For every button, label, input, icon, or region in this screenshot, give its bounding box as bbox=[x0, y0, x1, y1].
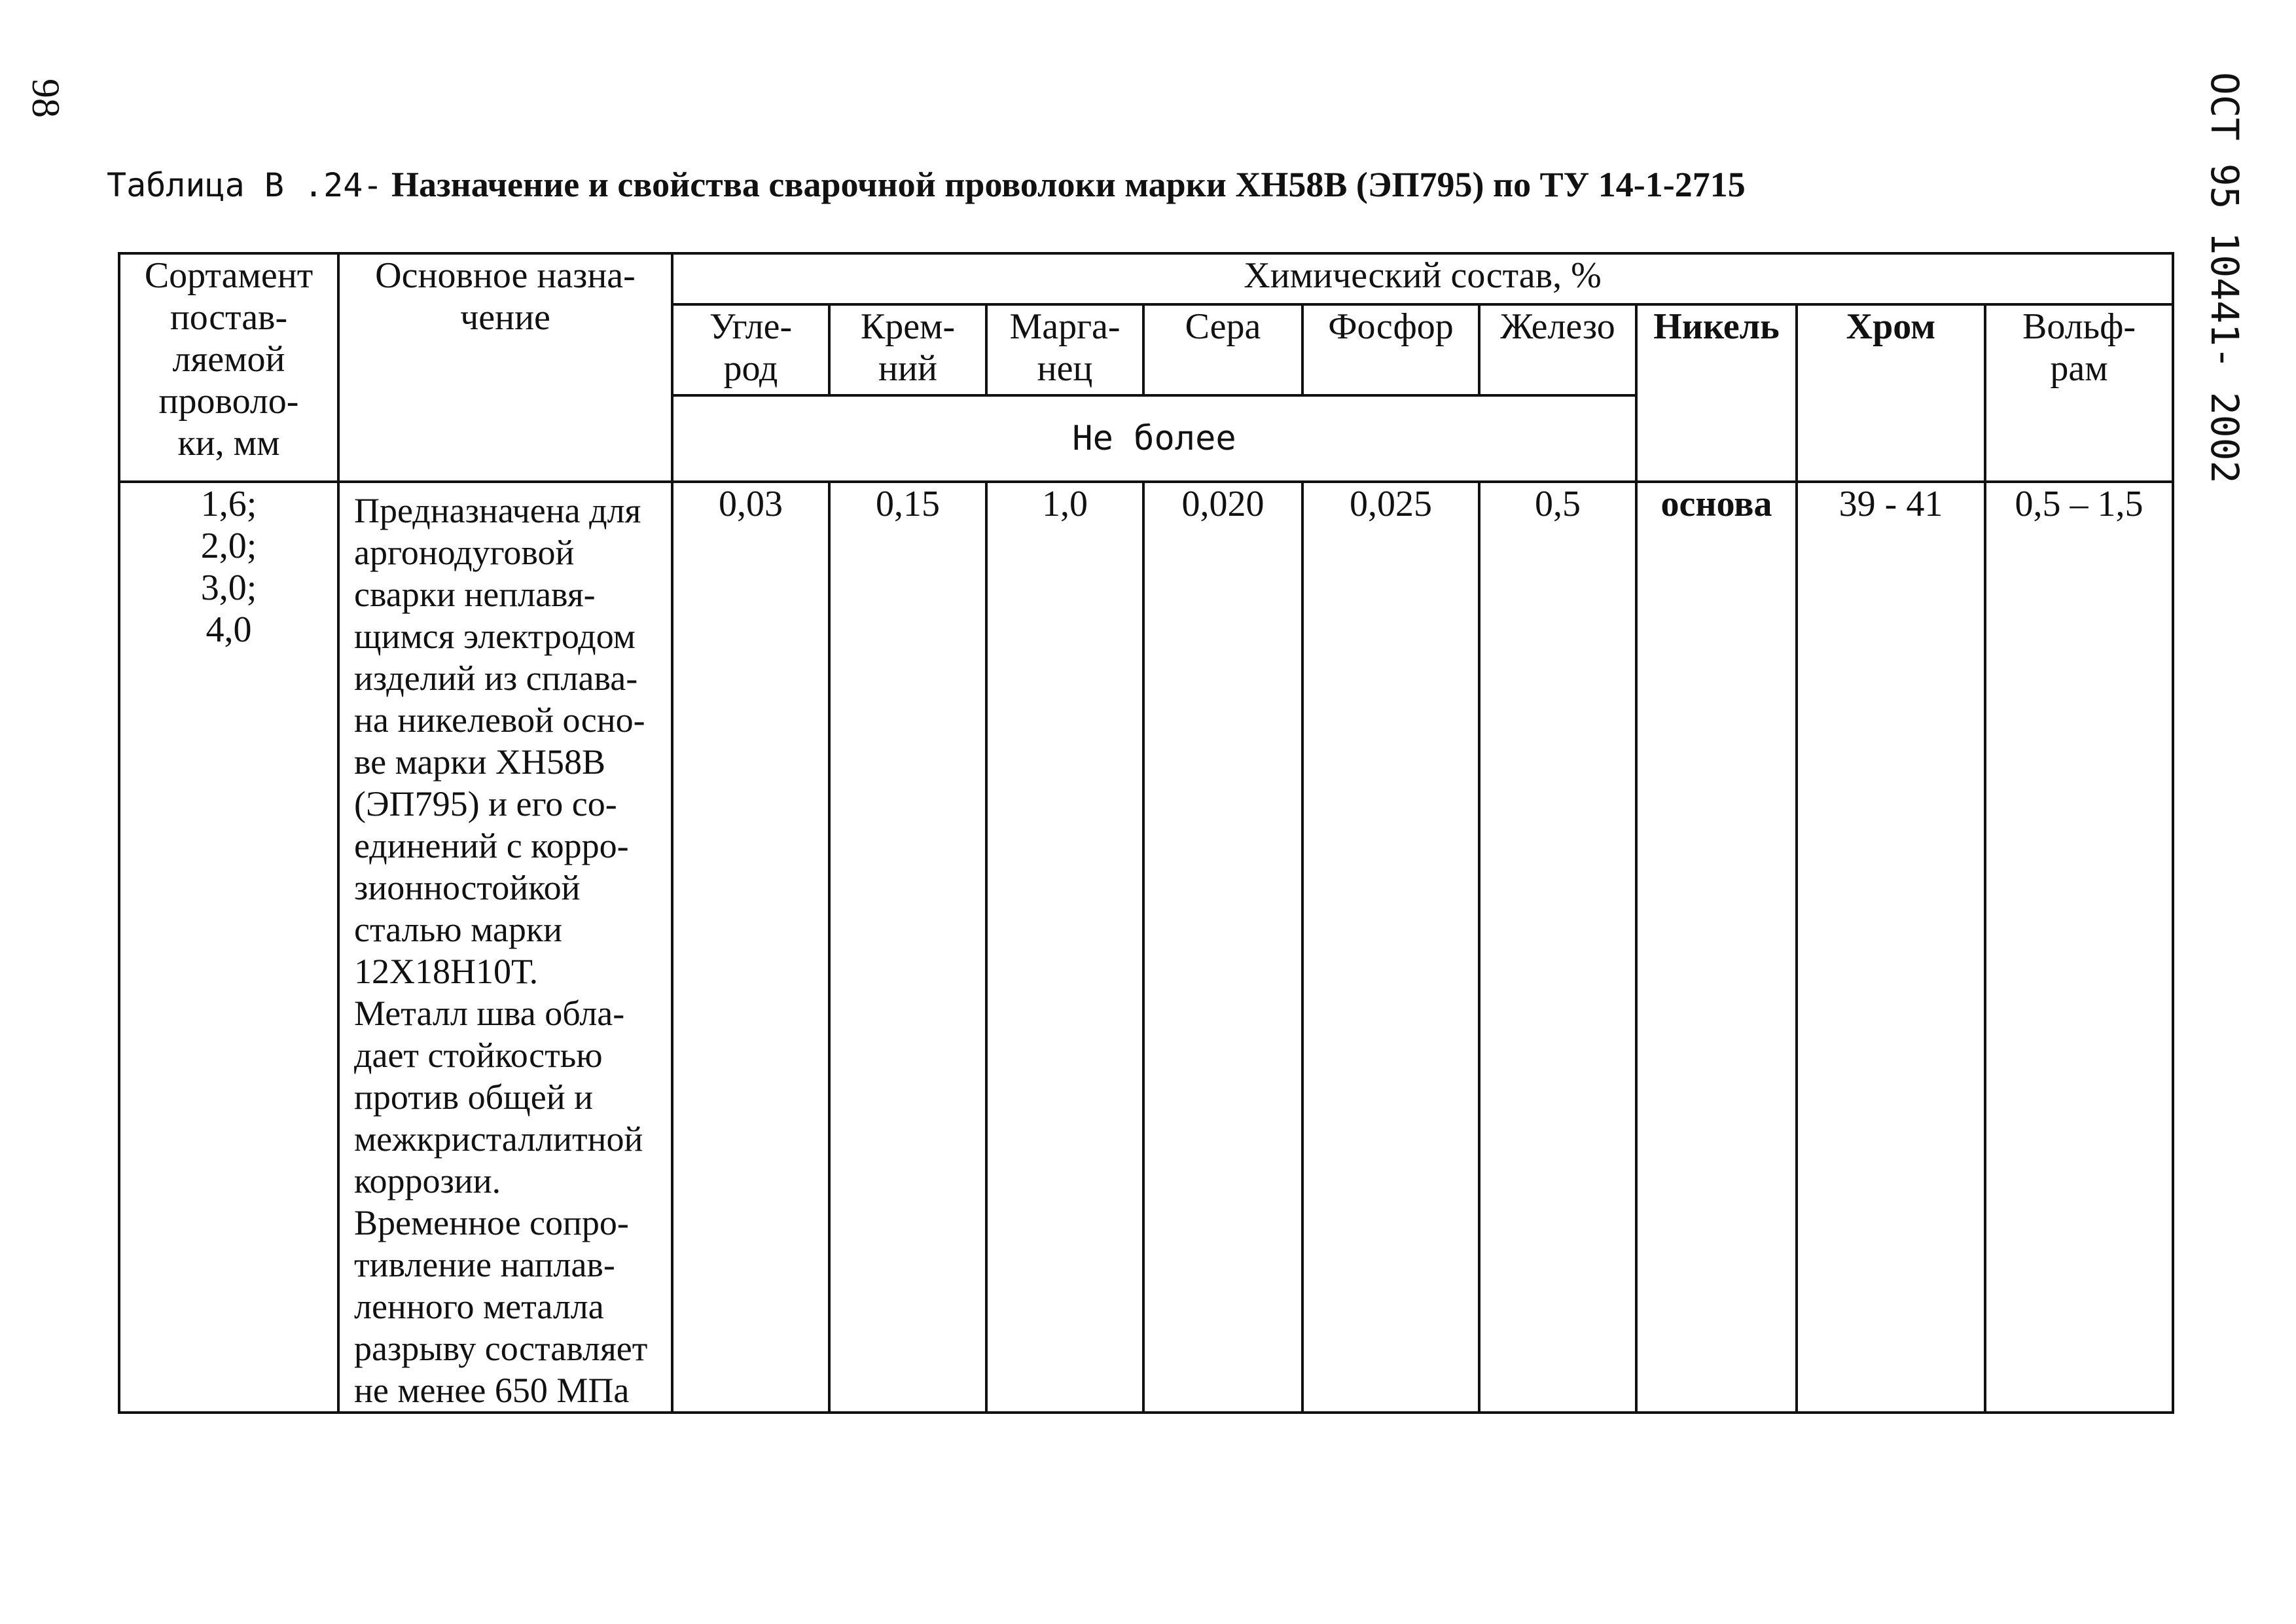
header-chemical-composition: Химический состав, % bbox=[672, 253, 2173, 304]
header-not-more: Не более bbox=[672, 395, 1636, 482]
cell-manganese: 1,0 bbox=[986, 482, 1143, 1413]
header-iron: Железо bbox=[1479, 304, 1636, 395]
table-caption-number: Таблица В .24- bbox=[107, 166, 383, 204]
header-manganese: Марга- нец bbox=[986, 304, 1143, 395]
composition-table bbox=[118, 252, 2174, 1414]
header-sulfur: Сера bbox=[1143, 304, 1302, 395]
header-nickel: Никель bbox=[1636, 304, 1797, 482]
table-caption bbox=[107, 164, 1746, 206]
cell-nickel: основа bbox=[1636, 482, 1797, 1413]
cell-sulfur: 0,020 bbox=[1143, 482, 1302, 1413]
header-chromium: Хром bbox=[1797, 304, 1985, 482]
header-phosphorus: Фосфор bbox=[1302, 304, 1479, 395]
cell-iron: 0,5 bbox=[1479, 482, 1636, 1413]
cell-purpose: Предназначена для аргонодуговой сварки неплавя- щимся электродом изделий из сплава- на никелевой осно- ве марки ХН58В (ЭП795) и его со- единений с корро- зионностойкой сталью марки 12Х18Н10Т. Металл шва обла- дает стойкостью против общей и межкристаллитной коррозии. Временное сопро- тивление наплав- ленного металла разрыву составляет не менее 650 МПа bbox=[338, 482, 672, 1413]
cell-phosphorus: 0,025 bbox=[1302, 482, 1479, 1413]
header-purpose: Основное назна- чение bbox=[338, 253, 672, 482]
header-carbon: Угле- род bbox=[672, 304, 829, 395]
table-caption-title: Назначение и свойства сварочной проволоки марки ХН58В (ЭП795) по ТУ 14-1-2715 bbox=[391, 165, 1746, 204]
cell-assortment: 1,6; 2,0; 3,0; 4,0 bbox=[119, 482, 338, 1413]
header-silicon: Крем- ний bbox=[829, 304, 986, 395]
cell-chromium: 39 - 41 bbox=[1797, 482, 1985, 1413]
cell-carbon: 0,03 bbox=[672, 482, 829, 1413]
cell-tungsten: 0,5 – 1,5 bbox=[1985, 482, 2173, 1413]
header-tungsten: Вольф- рам bbox=[1985, 304, 2173, 482]
page-number: 98 bbox=[24, 79, 67, 118]
header-assortment: Сортамент постав- ляемой проволо- ки, мм bbox=[119, 253, 338, 482]
document-code: ОСТ 95 10441- 2002 bbox=[2202, 72, 2247, 484]
cell-silicon: 0,15 bbox=[829, 482, 986, 1413]
